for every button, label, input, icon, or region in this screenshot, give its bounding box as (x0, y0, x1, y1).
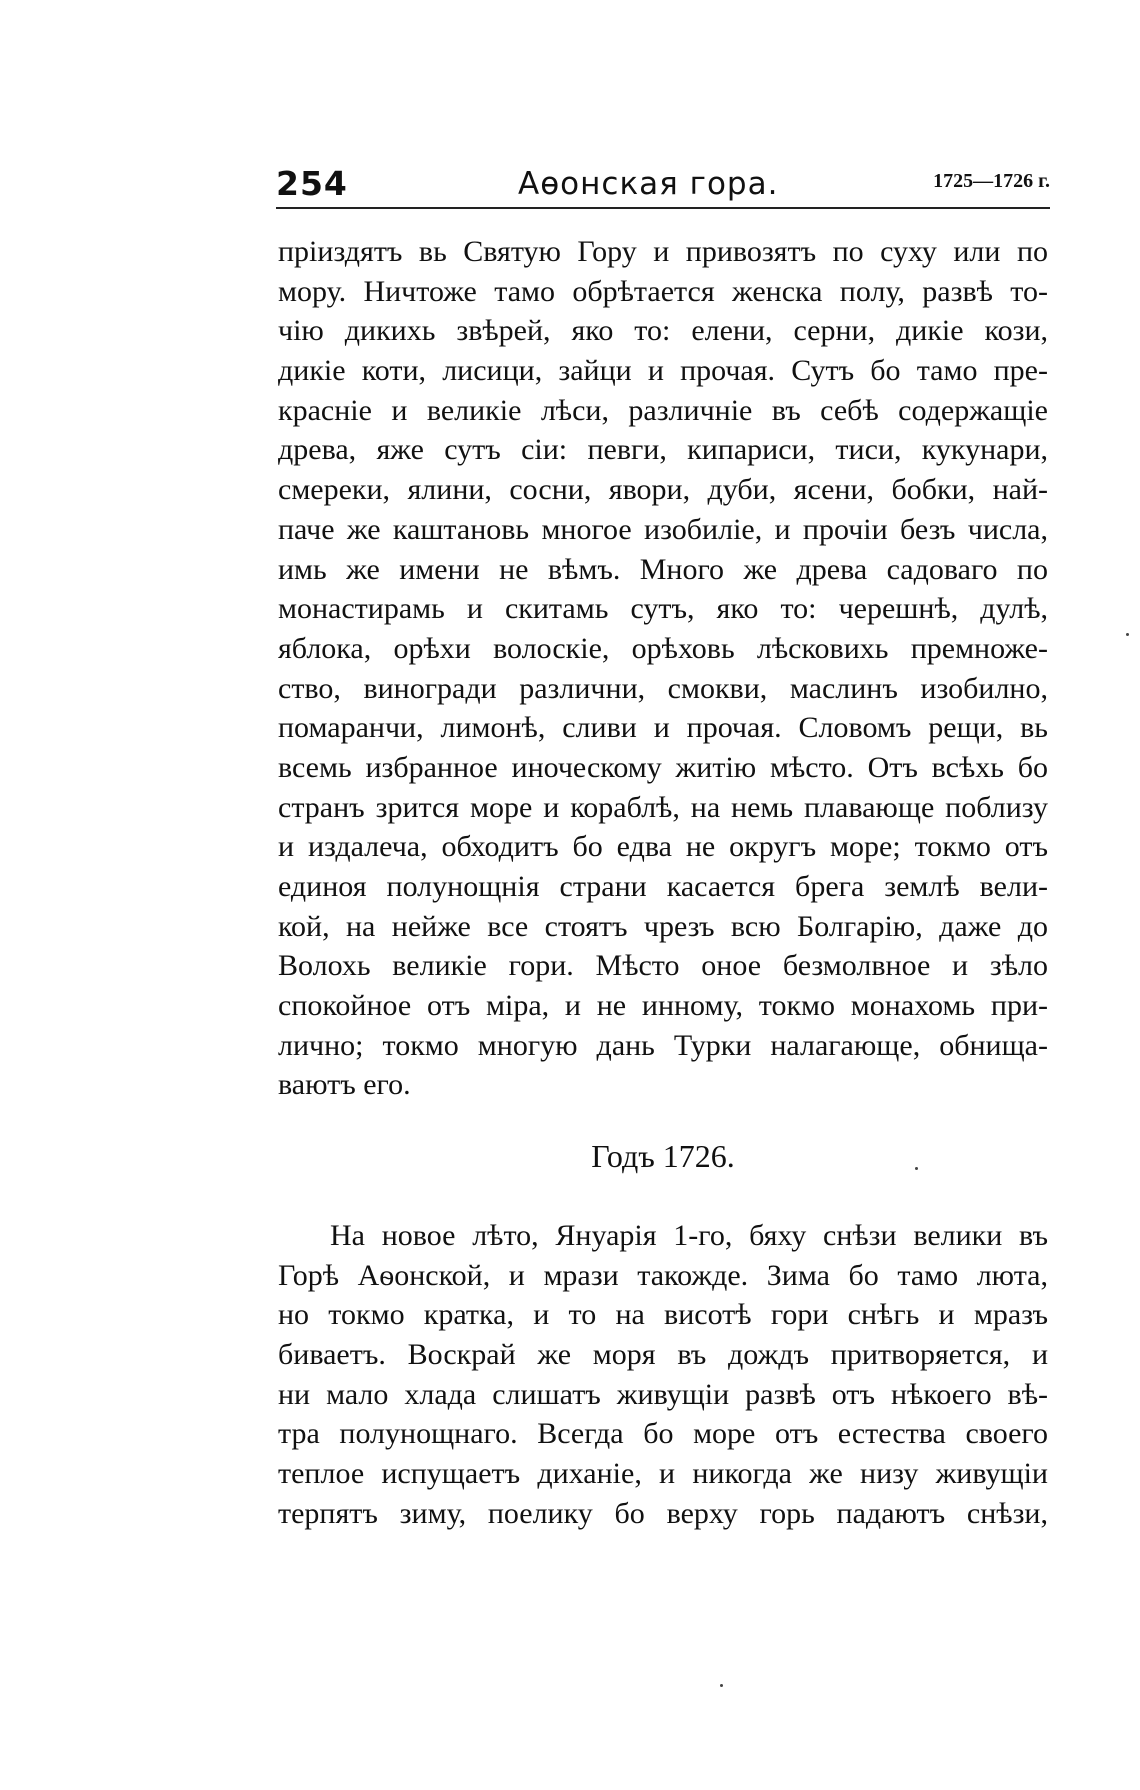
section-paragraph (278, 1216, 1048, 1534)
text-line: ство, виногради различни, смокви, маслинъ изобилно, (278, 671, 1048, 705)
text-line: Горѣ Аѳонской, и мрази такожде. Зима бо тамо люта, (278, 1258, 1048, 1292)
paper-speck (1126, 633, 1129, 636)
text-line: но токмо кратка, и то на висотѣ гори снѣгь и мразъ (278, 1298, 1048, 1332)
running-title: Аѳонская гора. (518, 166, 779, 202)
text-line: всемь избранное иноческому житію мѣсто. Отъ всѣхь бо (278, 750, 1048, 784)
text-line: На новое лѣто, Януарія 1-го, бяху снѣзи велики въ (330, 1219, 1048, 1252)
page-number: 254 (276, 164, 348, 203)
paper-speck (720, 1684, 723, 1687)
body-paragraph (278, 232, 1048, 1105)
text-line: паче же каштановь многое изобиліе, и прочіи безъ числа, (278, 512, 1048, 546)
text-line: дикіе коти, лисици, зайци и прочая. Сутъ бо тамо пре- (278, 354, 1048, 388)
text-line: биваетъ. Воскрай же моря въ дождъ притворяется, и (278, 1338, 1048, 1372)
text-line: единоя полунощнія страни касается брега землѣ вели- (278, 870, 1048, 903)
paper-speck (915, 1167, 918, 1170)
running-head (276, 160, 1050, 210)
text-line: смереки, ялини, сосни, явори, дуби, ясени, бобки, най- (278, 473, 1048, 507)
text-line: пріиздятъ вь Святую Гору и привозятъ по суху или по (278, 235, 1048, 268)
text-line: чію дикихь звѣрей, яко то: елени, серни, дикіе кози, (278, 314, 1048, 348)
section-heading: Годъ 1726. (591, 1138, 735, 1174)
text-line: странъ зрится море и кораблѣ, на немь плавающе поблизу (278, 790, 1048, 824)
header-rule (276, 207, 1050, 209)
running-years: 1725—1726 г. (933, 170, 1050, 192)
text-line: помаранчи, лимонѣ, сливи и прочая. Словомъ рещи, вь (278, 711, 1048, 745)
text-line: кой, на нейже все стоятъ чрезъ всю Болгарію, даже до (278, 909, 1048, 943)
text-line: тра полунощнаго. Всегда бо море отъ естества своего (278, 1417, 1048, 1451)
text-line: монастирамь и скитамь сутъ, яко то: черешнѣ, дулѣ, (278, 592, 1048, 626)
text-line: ни мало хлада слишатъ живущіи развѣ отъ нѣкоего вѣ- (278, 1377, 1048, 1411)
text-line: ваютъ его. (278, 1068, 411, 1102)
text-line: имь же имени не вѣмъ. Много же древа садоваго по (278, 552, 1048, 586)
text-line: спокойное отъ міра, и не инному, токмо монахомь при- (278, 989, 1048, 1023)
text-line: терпятъ зиму, поелику бо верху горь падаютъ снѣзи, (278, 1496, 1048, 1530)
text-line: мору. Ничтоже тамо обрѣтается женска полу, развѣ то- (278, 274, 1048, 308)
text-line: красніе и великіе лѣси, различніе въ себѣ содержащіе (278, 393, 1048, 427)
text-line: и издалеча, обходитъ бо едва не округъ море; токмо отъ (278, 830, 1048, 864)
text-line: лично; токмо многую дань Турки налагающе, обнища- (278, 1028, 1048, 1062)
text-line: теплое испущаетъ диханіе, и никогда же низу живущіи (278, 1457, 1048, 1491)
text-line: древа, яже сутъ сіи: певги, кипариси, тиси, кукунари, (278, 433, 1048, 467)
text-line: яблока, орѣхи волоскіе, орѣховь лѣсковихь премноже- (278, 631, 1048, 665)
text-line: Волохь великіе гори. Мѣсто оное безмолвное и зѣло (278, 949, 1048, 983)
